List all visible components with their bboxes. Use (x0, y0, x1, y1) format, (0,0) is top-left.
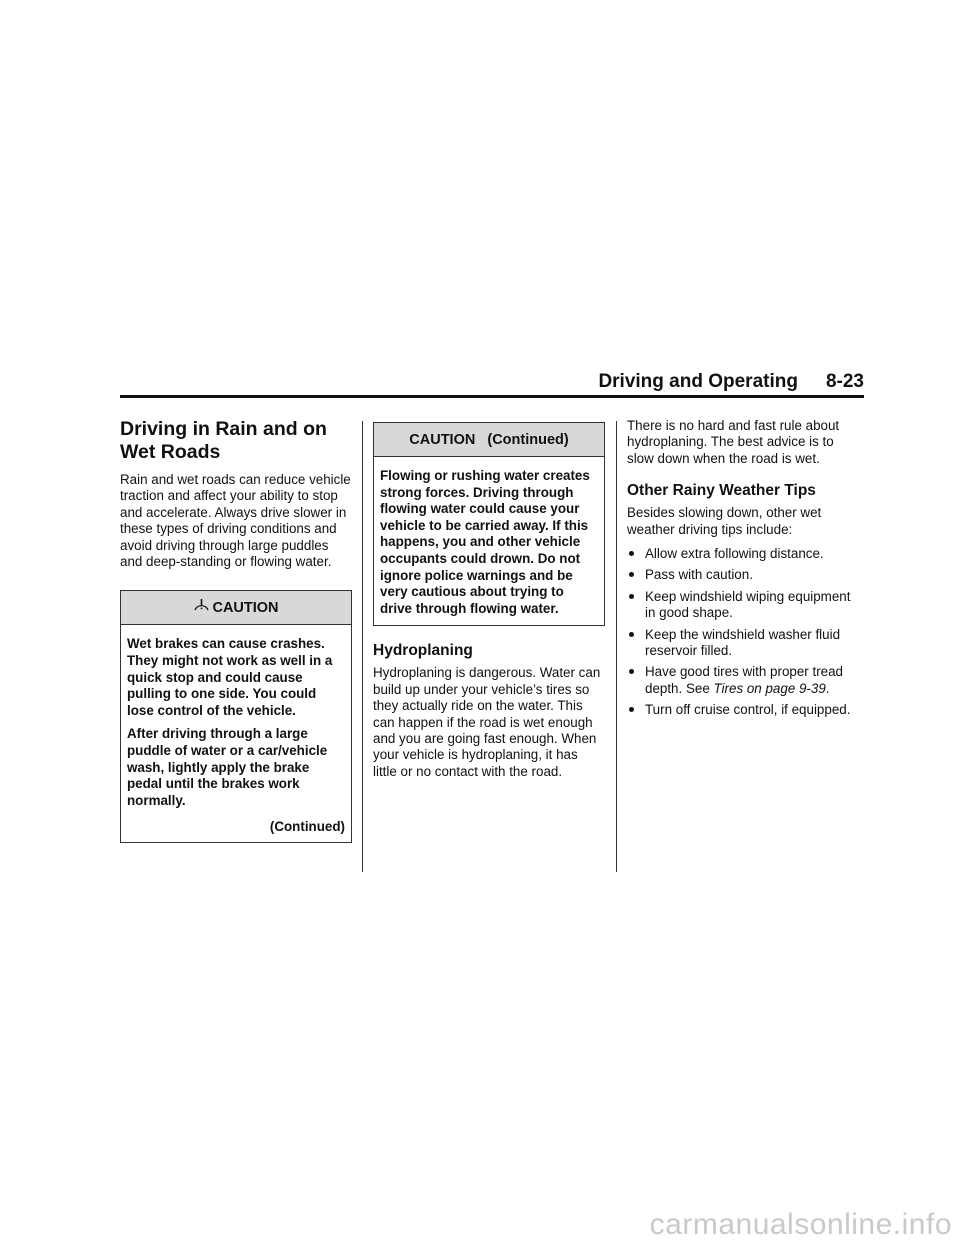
body-paragraph: Hydroplaning is dangerous. Water can build up under your vehicle’s tires so they actually ride on the water. This can happen if the road is wet enough and you are going fast enough. When your vehicle is hydroplaning, it has little or no contact with the road. (373, 665, 601, 779)
caution-title: CAUTION (212, 599, 279, 616)
watermark: carmanualsonline.info (649, 1208, 952, 1241)
intro-paragraph: There is no hard and fast rule about hydroplaning. The best advice is to slow down when the road is wet. (627, 418, 840, 466)
bullet-icon (629, 572, 634, 577)
intro-paragraph: Rain and wet roads can reduce vehicle traction and affect your ability to stop and accelerate. Always drive slower in these types of driving conditions and avoid driving through large puddles and deep-standing or flowing water. (120, 472, 351, 570)
caution-box-continued (373, 422, 605, 626)
caution-paragraph: Flowing or rushing water creates strong forces. Driving through flowing water could cause your vehicle to be carried away. If this happens, you and other vehicle occupants could drown. Do not ignore police warnings and be very cautious about trying to drive through flowing water. (380, 468, 590, 616)
list-item-text: Turn off cruise control, if equipped. (645, 702, 851, 718)
list-item-text: Keep windshield wiping equipment in good shape. (645, 588, 851, 621)
section-heading: Driving in Rain and on Wet Roads (120, 418, 327, 463)
subsection-heading: Hydroplaning (373, 642, 473, 660)
list-item (627, 627, 864, 660)
list-item-text: Keep the windshield washer fluid reservoir filled. (645, 626, 841, 659)
bullet-icon (629, 632, 634, 637)
caution-body (374, 457, 604, 625)
column-divider (362, 421, 363, 872)
caution-body (121, 625, 351, 842)
bullet-icon (629, 551, 634, 556)
page-number: 8-23 (825, 371, 864, 392)
tips-list (627, 546, 864, 719)
list-item-text: Allow extra following distance. (645, 546, 824, 562)
column-2 (373, 418, 605, 780)
caution-header (374, 423, 604, 457)
column-3 (627, 418, 864, 724)
list-item (627, 702, 864, 718)
bullet-icon (629, 594, 634, 599)
bullet-icon (629, 707, 634, 712)
caution-title: CAUTION (Continued) (409, 431, 569, 448)
list-item-text: Have good tires with proper tread depth. See (645, 664, 843, 696)
tires-reference-link[interactable]: Tires on page 9-39 (713, 680, 826, 696)
lead-paragraph: Besides slowing down, other wet weather driving tips include: (627, 505, 822, 537)
list-item (627, 546, 864, 562)
subsection-heading: Other Rainy Weather Tips (627, 482, 816, 500)
header-title (598, 371, 864, 393)
caution-paragraph: After driving through a large puddle of water or a car/vehicle wash, lightly apply the brake pedal until the brakes work normally. (127, 726, 328, 808)
page-header (120, 371, 864, 398)
caution-box (120, 590, 352, 843)
bullet-icon (629, 669, 634, 674)
warning-icon (193, 595, 210, 611)
list-item-text: Pass with caution. (645, 567, 753, 583)
continued-label: (Continued) (269, 819, 345, 835)
list-item (627, 664, 864, 697)
caution-paragraph: Wet brakes can cause crashes. They might not work as well in a quick stop and could cause pulling to one side. You could lose control of the vehicle. (127, 636, 333, 718)
section-title: Driving and Operating (598, 371, 798, 392)
column-1 (120, 418, 352, 843)
list-item-text: . (825, 680, 830, 696)
column-divider (616, 421, 617, 872)
list-item (627, 589, 864, 622)
caution-header (121, 591, 351, 625)
list-item (627, 567, 864, 583)
